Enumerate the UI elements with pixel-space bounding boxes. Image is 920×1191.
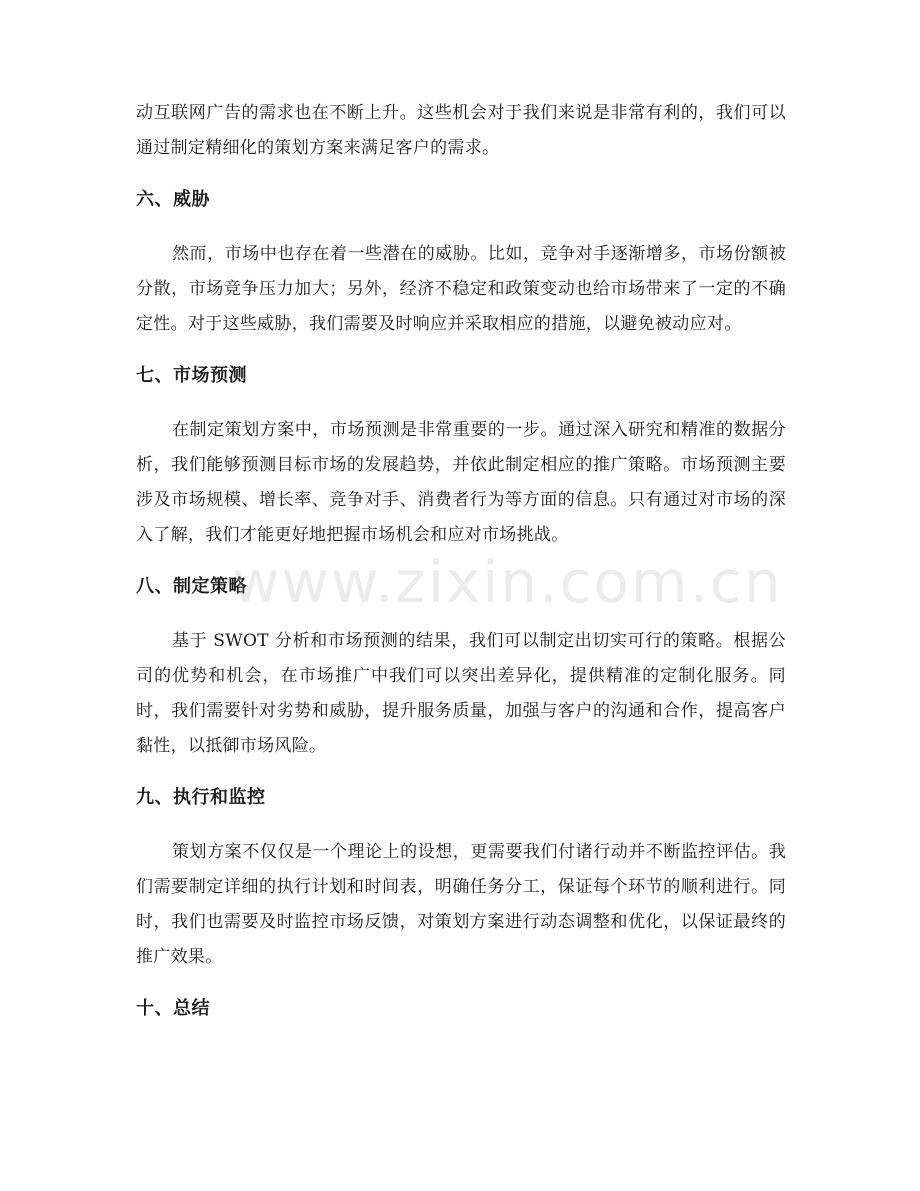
section-body-market-forecast: 在制定策划方案中，市场预测是非常重要的一步。通过深入研究和精准的数据分析，我们能够预测目标市场的发展趋势，并依此制定相应的推广策略。市场预测主要涉及市场规模、增长率、竞争对手、消费者行为等方面的信息。只有通过对市场的深入了解，我们才能更好地把握市场机会和应对市场挑战。 (136, 420, 786, 545)
section-heading-market-forecast: 七、市场预测 (136, 365, 247, 386)
watermark: www.zixin.com.cn (232, 548, 783, 616)
section-heading-threats: 六、威胁 (136, 189, 210, 210)
section-heading-summary: 十、总结 (136, 998, 210, 1019)
section-body-execution: 策划方案不仅仅是一个理论上的设想，更需要我们付诸行动并不断监控评估。我们需要制定详细的执行计划和时间表，明确任务分工，保证每个环节的顺利进行。同时，我们也需要及时监控市场反馈，对策划方案进行动态调整和优化，以保证最终的推广效果。 (136, 842, 786, 967)
document-page (136, 96, 786, 1026)
section-heading-strategy: 八、制定策略 (136, 576, 247, 597)
section-body-threats: 然而，市场中也存在着一些潜在的威胁。比如，竞争对手逐渐增多，市场份额被分散，市场竞争压力加大；另外，经济不稳定和政策变动也给市场带来了一定的不确定性。对于这些威胁，我们需要及时响应并采取相应的措施，以避免被动应对。 (136, 244, 786, 334)
section-heading-execution: 九、执行和监控 (136, 787, 266, 808)
intro-paragraph: 动互联网广告的需求也在不断上升。这些机会对于我们来说是非常有利的，我们可以通过制定精细化的策划方案来满足客户的需求。 (136, 103, 786, 158)
section-body-strategy: 基于 SWOT 分析和市场预测的结果，我们可以制定出切实可行的策略。根据公司的优势和机会，在市场推广中我们可以突出差异化，提供精准的定制化服务。同时，我们需要针对劣势和威胁，提升服务质量，加强与客户的沟通和合作，提高客户黏性，以抵御市场风险。 (136, 631, 786, 756)
